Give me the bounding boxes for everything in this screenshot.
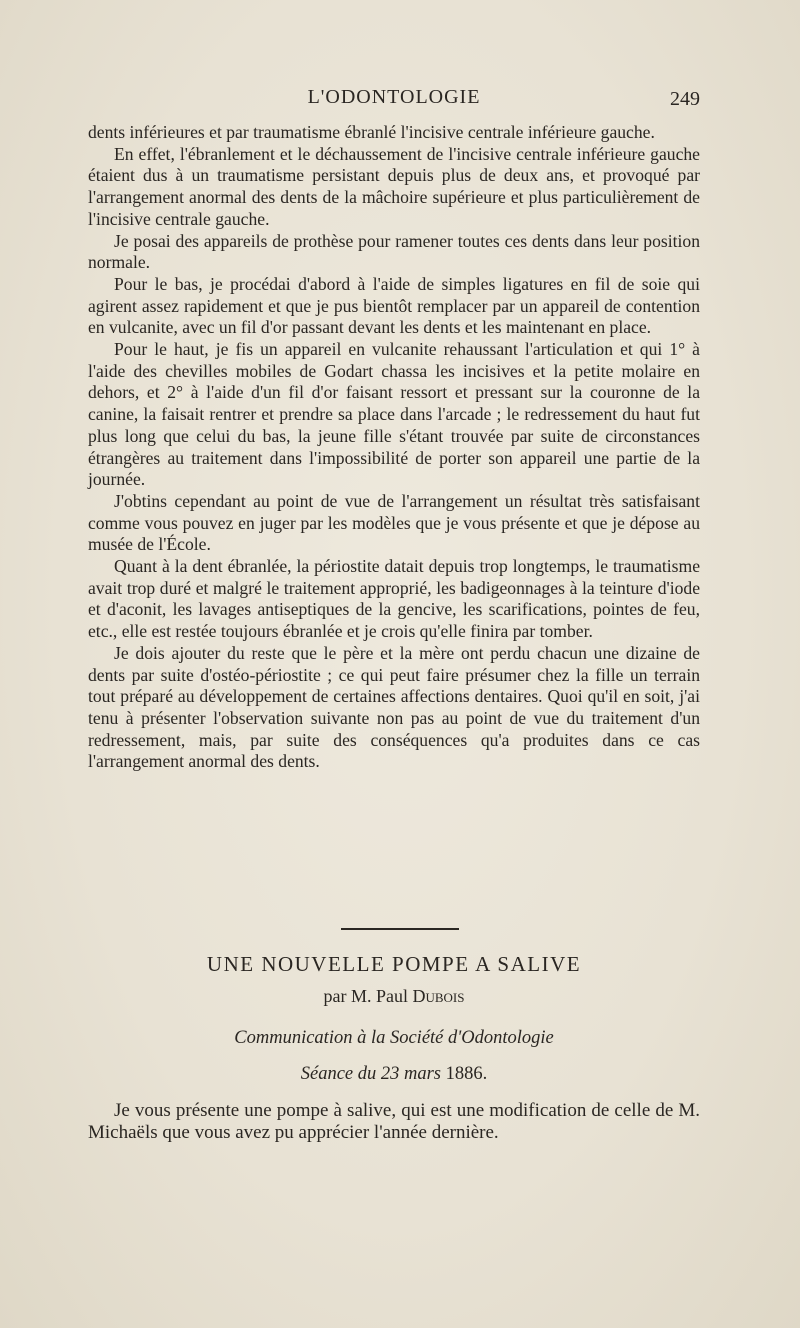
running-head <box>88 86 700 114</box>
paragraph: J'obtins cependant au point de vue de l'arrangement un résultat très satisfaisant comme vous pouvez en juger par les modèles que je vous présente et que je dépose au musée de l'École. <box>88 490 700 555</box>
article-body <box>88 1100 700 1144</box>
section-divider <box>341 928 459 930</box>
paragraph-continuation: dents inférieures et par traumatisme ébranlé l'incisive centrale inférieure gauche. <box>88 122 655 142</box>
article-title: UNE NOUVELLE POMPE A SALIVE <box>206 952 582 976</box>
article-paragraph: Je vous présente une pompe à salive, qui est une modification de celle de M. Michaëls que vous avez pu apprécier l'année dernière. <box>88 1100 700 1143</box>
seance-date: Séance du 23 mars <box>300 1064 442 1084</box>
byline-prefix: par M. Paul <box>323 986 408 1006</box>
article-byline <box>88 986 700 1007</box>
paragraph: Pour le haut, je fis un appareil en vulcanite rehaussant l'articulation et qui 1° à l'aide des chevilles mobiles de Godart chassa les incisives et la petite molaire en dehors, et 2° à l'aide d'un fil d'or faisant ressort et pressant sur la couronne de la canine, la faisait rentrer et prendre sa place dans l'arcade ; le redressement du haut fut plus long que celui du bas, la jeune fille s'étant trouvée par suite de circonstances étrangères au traitement dans l'impossibilité de porter son appareil une partie de la journée. <box>88 339 700 490</box>
communication-line: Communication à la Société d'Odontologie <box>234 1028 554 1048</box>
paragraph: Quant à la dent ébranlée, la périostite datait depuis trop longtemps, le traumatisme avait trop duré et malgré le traitement approprié, les badigeonnages à la teinture d'iode et d'aconit, les lavages antiseptiques de la gencive, les scarifications, pointes de feu, etc., elle est restée toujours ébranlée et je crois qu'elle finira par tomber. <box>88 556 700 642</box>
page-number: 249 <box>670 88 700 110</box>
journal-title: L'ODONTOLOGIE <box>307 86 481 108</box>
byline-author: Dubois <box>412 986 465 1006</box>
paragraph: Je posai des appareils de prothèse pour ramener toutes ces dents dans leur position normale. <box>88 230 700 273</box>
seance-line <box>88 1064 700 1085</box>
paragraph: En effet, l'ébranlement et le déchaussement de l'incisive centrale inférieure gauche étaient dus à un traumatisme persistant depuis plus de deux ans, et provoqué par l'arrangement anormal des dents de la mâchoire supérieure et plus particulièrement de l'incisive centrale gauche. <box>88 143 700 229</box>
body-text <box>88 122 700 773</box>
paragraph: Je dois ajouter du reste que le père et la mère ont perdu chacun une dizaine de dents par suite d'ostéo-périostite ; ce qui peut faire présumer chez la fille un terrain tout préparé au développement de certaines affections dentaires. Quoi qu'il en soit, j'ai tenu à présenter l'observation suivante non pas au point de vue du traitement d'un redressement, mais, par suite des conséquences qu'a produites dans ce cas l'arrangement anormal des dents. <box>88 642 700 772</box>
paragraph: Pour le bas, je procédai d'abord à l'aide de simples ligatures en fil de soie qui agirent assez rapidement et que je pus bientôt remplacer par un appareil de contention en vulcanite, avec un fil d'or passant devant les dents et les maintenant en place. <box>88 273 700 338</box>
seance-year: 1886. <box>445 1064 488 1084</box>
